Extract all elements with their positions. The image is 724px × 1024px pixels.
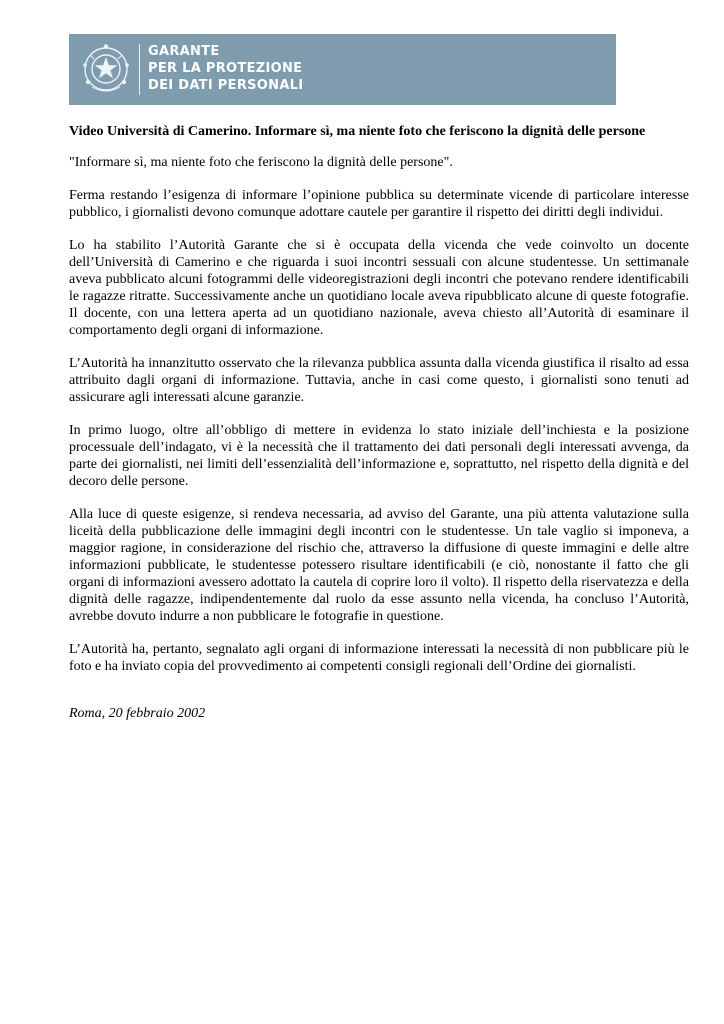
banner-line-1: GARANTE [148, 44, 220, 59]
paragraph-2: Lo ha stabilito l’Autorità Garante che si è occupata della vicenda che vede coinvolto un docente dell’Università di Camerino e che riguarda i suoi incontri sessuali con alcune studentesse. Un settimanale aveva pubblicato alcuni fotogrammi delle videoregistrazioni degli incontri che potevano rendere identificabili le ragazze ritratte. Successivamente anche un quotidiano locale aveva ripubblicato alcune di queste fotografie. Il docente, con una lettera aperta ad un quotidiano nazionale, aveva chiesto all’Autorità di esaminare il comportamento degli organi di informazione. [69, 238, 689, 338]
banner-divider [139, 44, 140, 95]
document-title: Video Università di Camerino. Informare sì, ma niente foto che feriscono la dignità delle persone [69, 124, 646, 139]
banner-line-2: PER LA PROTEZIONE [148, 61, 303, 76]
paragraph-6: L’Autorità ha, pertanto, segnalato agli organi di informazione interessati la necessità di non pubblicare più le foto e ha inviato copia del provvedimento ai competenti consigli regionali dell’Ordine dei giornalisti. [69, 642, 689, 674]
paragraph-4: In primo luogo, oltre all’obbligo di mettere in evidenza lo stato iniziale dell’inchiesta e la posizione processuale dell’indagato, vi è la necessità che il trattamento dei dati personali degli interessati avvenga, da parte dei giornalisti, nei limiti dell’essenzialità dell’informazione e, soprattutto, nel rispetto della dignità e del decoro delle persone. [69, 423, 689, 489]
header-banner [69, 34, 616, 105]
paragraph-5: Alla luce di queste esigenze, si rendeva necessaria, ad avviso del Garante, una più attenta valutazione sulla liceità della pubblicazione delle immagini degli incontri con le studentesse. Un tale vaglio si imponeva, a maggior ragione, in considerazione del rischio che, attraverso la diffusione di queste immagini e delle altre informazioni pubblicate, le studentesse potessero risultare identificabili (e ciò, nonostante il fatto che gli organi di informazioni avessero adottato la cautela di coprire loro il volto). Il rispetto della riservatezza e della dignità delle ragazze, indipendentemente dal ruolo da esse assunto nella vicenda, ha concluso l’Autorità, avrebbe dovuto indurre a non pubblicare le fotografie in questione. [69, 507, 689, 624]
emblem-icon [80, 43, 132, 95]
banner-title [148, 43, 303, 94]
paragraph-3: L’Autorità ha innanzitutto osservato che la rilevanza pubblica assunta dalla vicenda giustifica il risalto ad essa attribuito dagli organi di informazione. Tuttavia, anche in casi come questo, i giornalisti sono tenuti ad assicurare agli interessati alcune garanzie. [69, 356, 689, 405]
document-body [69, 123, 689, 736]
paragraph-1: Ferma restando l’esigenza di informare l’opinione pubblica su determinate vicende di particolare interesse pubblico, i giornalisti devono comunque adottare cautele per garantire il rispetto dei diritti degli individui. [69, 188, 689, 220]
banner-line-3: DEI DATI PERSONALI [148, 78, 304, 93]
signoff-date: Roma, 20 febbraio 2002 [69, 706, 206, 721]
document-subtitle: "Informare sì, ma niente foto che feriscono la dignità delle persone". [69, 155, 453, 170]
